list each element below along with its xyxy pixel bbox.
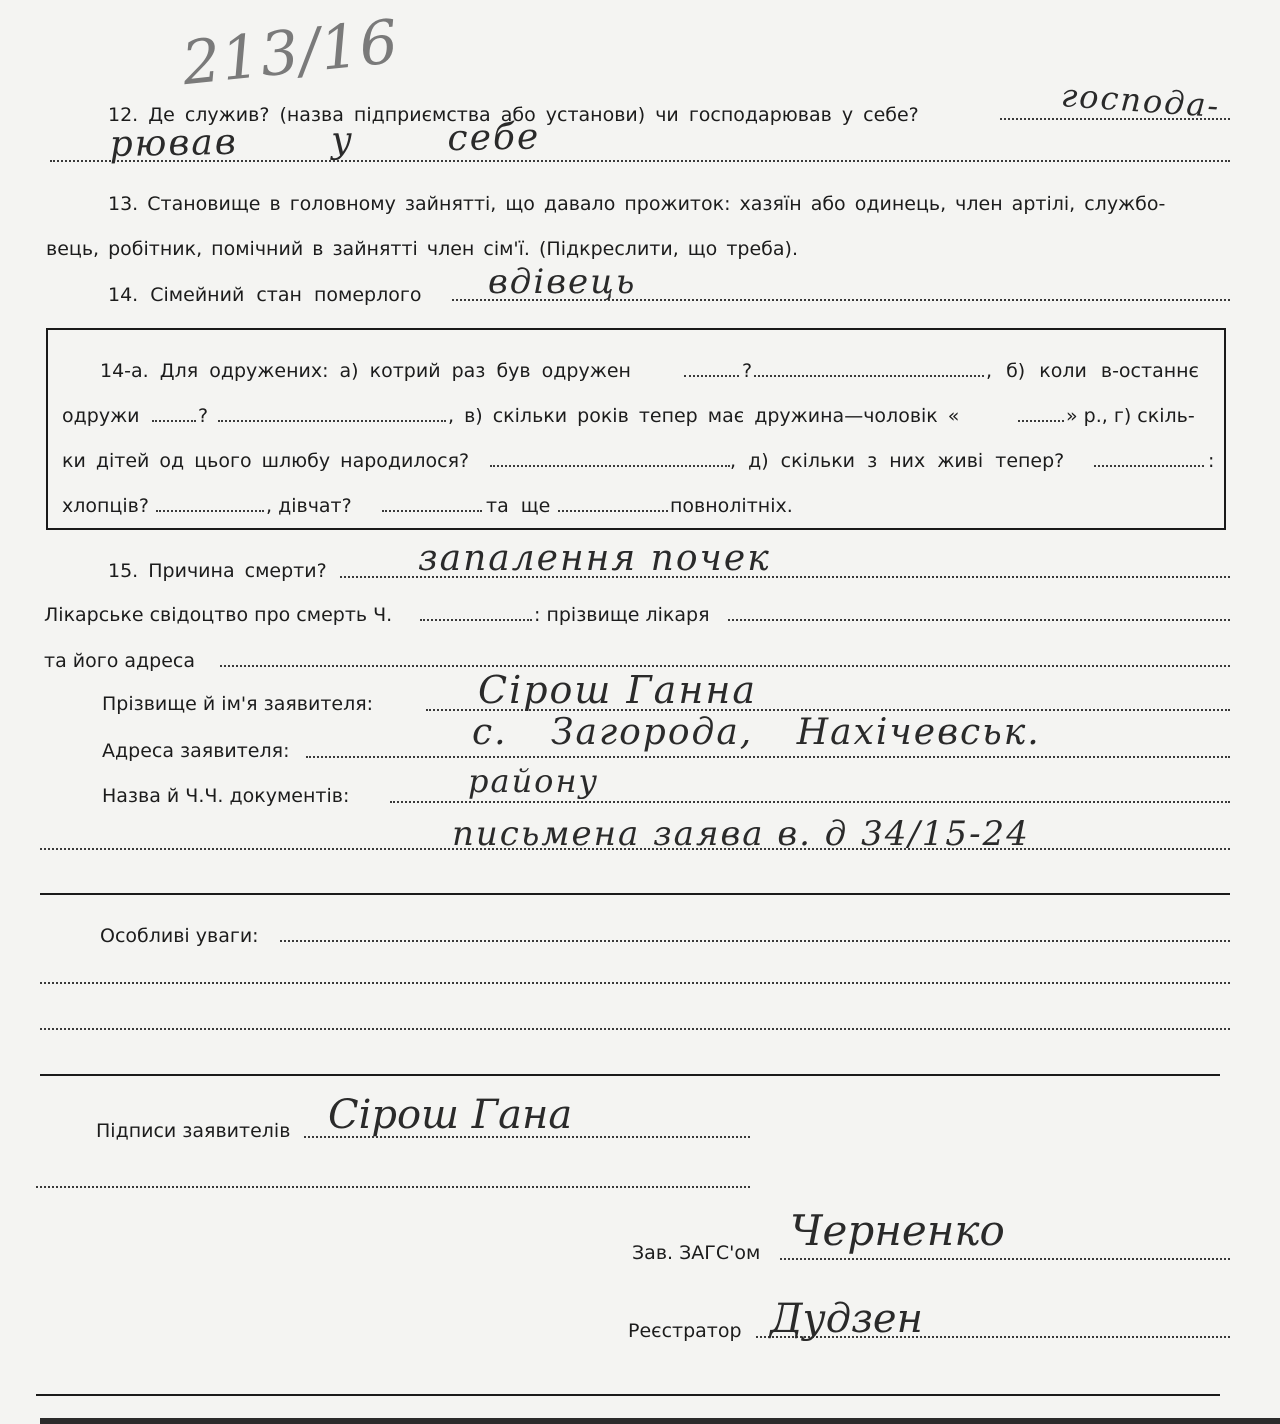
registrar-label: Реєстратор — [628, 1320, 742, 1342]
doctor-address-line — [220, 665, 1230, 667]
q14a-line4-more: та ще — [486, 495, 551, 517]
q14a-line2-dots-1 — [152, 420, 196, 422]
doctor-certificate-line — [420, 619, 532, 621]
head-registry-label: Зав. ЗАГС'ом — [632, 1242, 761, 1264]
q12-answer-part2: рював у себе — [109, 116, 541, 165]
q14a-line3-dots-2 — [1094, 465, 1204, 467]
q14a-line1-text: 14-а. Для одружених: а) котрий раз був одружен — [100, 360, 631, 382]
q14a-line4-dots-1 — [156, 510, 264, 512]
doctor-surname-line — [728, 619, 1230, 621]
q14a-line1-dots-1 — [684, 375, 739, 377]
doctor-certificate-label: Лікарське свідоцтво про смерть Ч. — [44, 604, 393, 626]
applicant-address-line2: району — [468, 762, 600, 800]
q14a-line2-text: одружи — [62, 405, 140, 427]
applicant-address-label: Адреса заявителя: — [102, 740, 290, 762]
q14-answer: вдівець — [488, 262, 637, 302]
q14a-line2-text-c: » р., г) скіль- — [1066, 405, 1195, 427]
q14a-line4-boys: хлопців? — [62, 495, 149, 517]
applicants-signature-line-2 — [36, 1186, 750, 1188]
notes-line-1 — [280, 940, 1230, 942]
head-registry-line — [780, 1258, 1230, 1260]
page-bottom-edge — [40, 1418, 1280, 1424]
q12-label: 12. Де служив? (назва підприємства або установи) чи господарював у себе? — [108, 104, 919, 126]
doctor-surname-label: : прізвище лікаря — [534, 604, 710, 626]
q12-answer-part1: господа- — [1060, 76, 1222, 126]
q14a-line4-girls: , дівчат? — [266, 495, 352, 517]
divider-2 — [40, 1074, 1220, 1076]
applicant-address-line — [306, 756, 1230, 758]
archive-number: 213/16 — [178, 6, 403, 100]
documents-line-1 — [390, 801, 1230, 803]
q14a-line2-dots-2 — [218, 420, 446, 422]
q14-label: 14. Сімейний стан померлого — [108, 284, 422, 306]
q14a-line1-q: ? — [742, 360, 753, 382]
q14a-line4-dots-2 — [382, 510, 482, 512]
q14a-line2-text-b: , в) скільки років тепер має дружина—чоловік « — [448, 405, 960, 427]
applicants-signature: Сірош Гана — [328, 1092, 573, 1138]
q14a-line3-text: ки дітей од цього шлюбу народилося? — [62, 450, 470, 472]
registrar-signature: Дудзен — [770, 1296, 923, 1342]
applicant-address-line1: с. Загорода, Нахічевськ. — [472, 712, 1041, 753]
q14a-line3-dots-1 — [490, 465, 730, 467]
documents-label: Назва й Ч.Ч. документів: — [102, 785, 350, 807]
bottom-line — [36, 1394, 1220, 1396]
q14a-line3-colon: : — [1208, 450, 1215, 472]
q14a-line4-adult: повнолітніх. — [670, 495, 793, 517]
notes-line-3 — [40, 1028, 1230, 1030]
q14a-line3-text-b: , д) скільки з них живі тепер? — [730, 450, 1065, 472]
q14a-line4-dots-3 — [558, 510, 668, 512]
divider-1 — [40, 893, 1230, 895]
q14a-married-box — [46, 328, 1226, 530]
applicants-signature-label: Підписи заявителів — [96, 1120, 291, 1142]
q15-label: 15. Причина смерти? — [108, 560, 327, 582]
q14a-line2-dots-3 — [1018, 420, 1064, 422]
q14a-line1-text-b: , б) коли в-останнє — [986, 360, 1199, 382]
notes-line-2 — [40, 982, 1230, 984]
applicant-name-label: Прізвище й ім'я заявителя: — [102, 693, 374, 715]
notes-label: Особливі уваги: — [100, 925, 259, 947]
q13-line-1: 13. Становище в головному зайнятті, що давало прожиток: хазяїн або одинець, член артілі, службо- — [108, 193, 1166, 215]
documents-answer: письмена заява в. д 34/15-24 — [452, 814, 1030, 854]
q14a-line1-dots-2 — [754, 375, 984, 377]
applicant-name: Сірош Ганна — [478, 668, 758, 712]
q14a-line2-q: ? — [198, 405, 209, 427]
q15-answer: запалення почек — [418, 538, 771, 579]
doctor-address-label: та його адреса — [44, 650, 195, 672]
q13-line-2: вець, робітник, помічний в зайнятті член сім'ї. (Підкреслити, що треба). — [46, 238, 798, 260]
head-registry-signature: Черненко — [790, 1206, 1005, 1255]
